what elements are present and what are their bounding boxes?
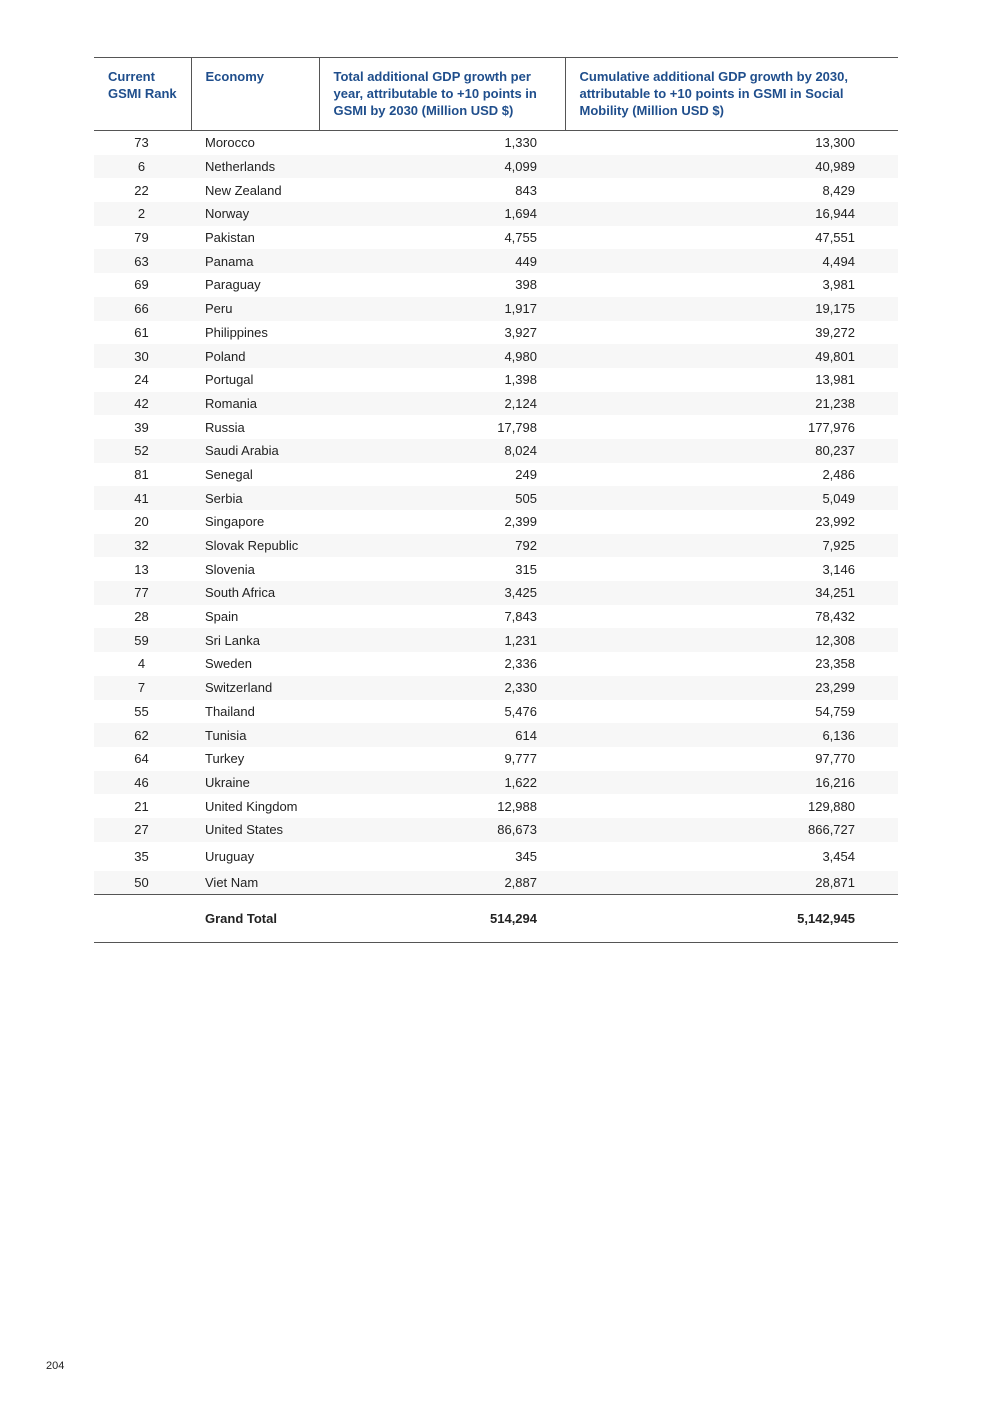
table-row — [94, 628, 898, 652]
grand-total-rank — [94, 895, 191, 943]
cell-annual-growth: 2,399 — [504, 514, 537, 530]
cell-annual-growth: 2,336 — [504, 656, 537, 672]
cell-cumulative-growth: 2,486 — [822, 466, 855, 482]
cell-rank: 46 — [94, 771, 191, 795]
cell-cumulative-growth: 4,494 — [565, 249, 898, 273]
cell-economy: Tunisia — [191, 723, 319, 747]
cell-rank: 42 — [94, 392, 191, 416]
gdp-growth-table — [94, 57, 898, 943]
cell-rank: 35 — [134, 848, 149, 864]
cell-cumulative-growth: 13,300 — [815, 135, 855, 151]
cell-annual-growth: 4,099 — [319, 155, 565, 179]
cell-annual-growth: 315 — [515, 561, 537, 577]
cell-cumulative-growth: 28,871 — [565, 871, 898, 895]
cell-rank: 63 — [94, 249, 191, 273]
cell-cumulative-growth: 23,299 — [565, 676, 898, 700]
cell-economy: Slovak Republic — [191, 534, 319, 558]
cell-annual-growth: 2,124 — [319, 392, 565, 416]
cell-economy: Romania — [191, 392, 319, 416]
cell-economy: Spain — [205, 609, 239, 625]
cell-cumulative-growth: 21,238 — [565, 392, 898, 416]
table-body — [94, 131, 898, 895]
grand-total-cumulative: 5,142,945 — [565, 895, 898, 943]
cell-rank: 30 — [94, 344, 191, 368]
cell-annual-growth: 8,024 — [319, 439, 565, 463]
cell-rank: 81 — [134, 466, 149, 482]
cell-cumulative-growth: 129,880 — [808, 798, 855, 814]
cell-rank: 39 — [134, 419, 149, 435]
cell-economy: Poland — [191, 344, 319, 368]
cell-rank: 61 — [134, 324, 149, 340]
table-row — [94, 676, 898, 700]
cell-annual-growth: 4,755 — [504, 230, 537, 246]
cell-rank: 21 — [134, 798, 149, 814]
table-row — [94, 392, 898, 416]
cell-annual-growth: 1,917 — [319, 297, 565, 321]
cell-annual-growth: 449 — [319, 249, 565, 273]
cell-annual-growth: 7,843 — [504, 609, 537, 625]
table-row — [94, 557, 898, 581]
cell-cumulative-growth: 866,727 — [565, 818, 898, 842]
table-row — [94, 486, 898, 510]
table-row — [94, 871, 898, 895]
cell-rank: 27 — [94, 818, 191, 842]
cell-annual-growth: 12,988 — [497, 798, 537, 814]
cell-rank: 20 — [134, 514, 149, 530]
cell-cumulative-growth: 8,429 — [822, 182, 855, 198]
cell-cumulative-growth: 19,175 — [565, 297, 898, 321]
cell-rank: 73 — [134, 135, 149, 151]
cell-annual-growth: 4,980 — [319, 344, 565, 368]
cell-rank: 13 — [134, 561, 149, 577]
cell-annual-growth: 2,887 — [319, 871, 565, 895]
cell-rank: 6 — [94, 155, 191, 179]
cell-cumulative-growth: 78,432 — [815, 609, 855, 625]
cell-economy: Viet Nam — [191, 871, 319, 895]
cell-rank: 77 — [94, 581, 191, 605]
table-row — [94, 273, 898, 297]
table-row — [94, 794, 898, 818]
cell-rank: 79 — [134, 230, 149, 246]
cell-annual-growth: 792 — [319, 534, 565, 558]
cell-cumulative-growth: 40,989 — [565, 155, 898, 179]
table-row — [94, 818, 898, 842]
cell-annual-growth: 505 — [319, 486, 565, 510]
cell-economy: Serbia — [191, 486, 319, 510]
cell-economy: South Africa — [191, 581, 319, 605]
cell-annual-growth: 1,330 — [504, 135, 537, 151]
cell-economy: United States — [191, 818, 319, 842]
cell-cumulative-growth: 23,358 — [815, 656, 855, 672]
cell-cumulative-growth: 97,770 — [815, 751, 855, 767]
cell-annual-growth: 345 — [515, 848, 537, 864]
cell-economy: Portugal — [205, 372, 254, 388]
cell-cumulative-growth: 34,251 — [565, 581, 898, 605]
cell-cumulative-growth: 16,944 — [565, 202, 898, 226]
cell-annual-growth: 1,694 — [319, 202, 565, 226]
table-row — [94, 368, 898, 392]
cell-cumulative-growth: 7,925 — [565, 534, 898, 558]
cell-rank: 55 — [134, 703, 149, 719]
cell-annual-growth: 5,476 — [504, 703, 537, 719]
grand-total-row — [94, 895, 898, 943]
cell-economy: Thailand — [205, 703, 255, 719]
cell-economy: Philippines — [205, 324, 268, 340]
table-row — [94, 321, 898, 345]
cell-cumulative-growth: 49,801 — [565, 344, 898, 368]
cell-cumulative-growth: 39,272 — [815, 324, 855, 340]
table-row — [94, 700, 898, 724]
cell-economy: Russia — [205, 419, 245, 435]
cell-annual-growth: 398 — [515, 277, 537, 293]
table-row — [94, 534, 898, 558]
cell-cumulative-growth: 177,976 — [808, 419, 855, 435]
cell-rank: 22 — [134, 182, 149, 198]
cell-economy: United Kingdom — [205, 798, 298, 814]
cell-economy: Singapore — [205, 514, 265, 530]
cell-rank: 2 — [94, 202, 191, 226]
table-header-row — [94, 58, 898, 131]
cell-rank: 64 — [134, 751, 149, 767]
cell-cumulative-growth: 47,551 — [815, 230, 855, 246]
grand-total-annual: 514,294 — [319, 895, 565, 943]
table-row — [94, 652, 898, 676]
cell-rank: 28 — [134, 609, 149, 625]
cell-economy: Norway — [191, 202, 319, 226]
table-row — [94, 226, 898, 250]
cell-cumulative-growth: 3,454 — [822, 848, 855, 864]
cell-economy: Uruguay — [205, 848, 255, 864]
cell-annual-growth: 1,398 — [504, 372, 537, 388]
cell-economy: Sri Lanka — [191, 628, 319, 652]
table-row — [94, 771, 898, 795]
cell-cumulative-growth: 3,981 — [822, 277, 855, 293]
cell-annual-growth: 9,777 — [504, 751, 537, 767]
table-row — [94, 747, 898, 771]
cell-economy: Pakistan — [205, 230, 255, 246]
grand-total-label: Grand Total — [191, 895, 319, 943]
table-row — [94, 463, 898, 487]
cell-economy: Switzerland — [191, 676, 319, 700]
cell-economy: Morocco — [205, 135, 255, 151]
page-number: 204 — [46, 1360, 65, 1372]
cell-annual-growth: 843 — [515, 182, 537, 198]
table-row — [94, 723, 898, 747]
cell-rank: 41 — [94, 486, 191, 510]
table-row — [94, 178, 898, 202]
table-row — [94, 415, 898, 439]
cell-economy: Ukraine — [191, 771, 319, 795]
cell-rank: 50 — [94, 871, 191, 895]
cell-annual-growth: 86,673 — [319, 818, 565, 842]
cell-annual-growth: 2,330 — [319, 676, 565, 700]
cell-annual-growth: 3,425 — [319, 581, 565, 605]
cell-economy: Slovenia — [205, 561, 255, 577]
table-row — [94, 581, 898, 605]
cell-economy: Saudi Arabia — [191, 439, 319, 463]
header-economy: Economy — [191, 58, 319, 131]
cell-rank: 62 — [94, 723, 191, 747]
cell-rank: 32 — [94, 534, 191, 558]
cell-rank: 59 — [94, 628, 191, 652]
cell-annual-growth: 17,798 — [497, 419, 537, 435]
cell-cumulative-growth: 54,759 — [815, 703, 855, 719]
cell-rank: 69 — [134, 277, 149, 293]
table-row — [94, 249, 898, 273]
cell-economy: Peru — [191, 297, 319, 321]
cell-cumulative-growth: 5,049 — [565, 486, 898, 510]
table-row — [94, 439, 898, 463]
cell-rank: 66 — [94, 297, 191, 321]
cell-cumulative-growth: 80,237 — [565, 439, 898, 463]
cell-cumulative-growth: 6,136 — [565, 723, 898, 747]
table-row — [94, 155, 898, 179]
header-cumulative-growth: Cumulative additional GDP growth by 2030, attributable to +10 points in GSMI in Social Mobility (Million USD $) — [565, 58, 898, 131]
cell-economy: Senegal — [205, 466, 253, 482]
cell-economy: Panama — [191, 249, 319, 273]
cell-annual-growth: 1,622 — [319, 771, 565, 795]
table-row — [94, 344, 898, 368]
cell-rank: 52 — [94, 439, 191, 463]
header-rank: Current GSMI Rank — [108, 69, 177, 101]
cell-rank: 24 — [134, 372, 149, 388]
table-row — [94, 605, 898, 629]
cell-annual-growth: 614 — [319, 723, 565, 747]
table-row — [94, 842, 898, 871]
cell-cumulative-growth: 3,146 — [822, 561, 855, 577]
cell-annual-growth: 3,927 — [504, 324, 537, 340]
cell-cumulative-growth: 12,308 — [565, 628, 898, 652]
cell-economy: Paraguay — [205, 277, 261, 293]
cell-cumulative-growth: 23,992 — [815, 514, 855, 530]
cell-rank: 4 — [137, 656, 146, 672]
cell-economy: Turkey — [205, 751, 245, 767]
cell-annual-growth: 249 — [515, 466, 537, 482]
table-row — [94, 131, 898, 155]
table-row — [94, 202, 898, 226]
cell-economy: Sweden — [205, 656, 252, 672]
gdp-growth-table-container — [94, 57, 898, 943]
cell-rank: 7 — [94, 676, 191, 700]
cell-economy: Netherlands — [191, 155, 319, 179]
cell-economy: New Zealand — [205, 182, 282, 198]
table-row — [94, 510, 898, 534]
table-row — [94, 297, 898, 321]
cell-cumulative-growth: 13,981 — [815, 372, 855, 388]
cell-annual-growth: 1,231 — [319, 628, 565, 652]
header-annual-growth: Total additional GDP growth per year, attributable to +10 points in GSMI by 2030 (Million USD $) — [319, 58, 565, 131]
cell-cumulative-growth: 16,216 — [565, 771, 898, 795]
